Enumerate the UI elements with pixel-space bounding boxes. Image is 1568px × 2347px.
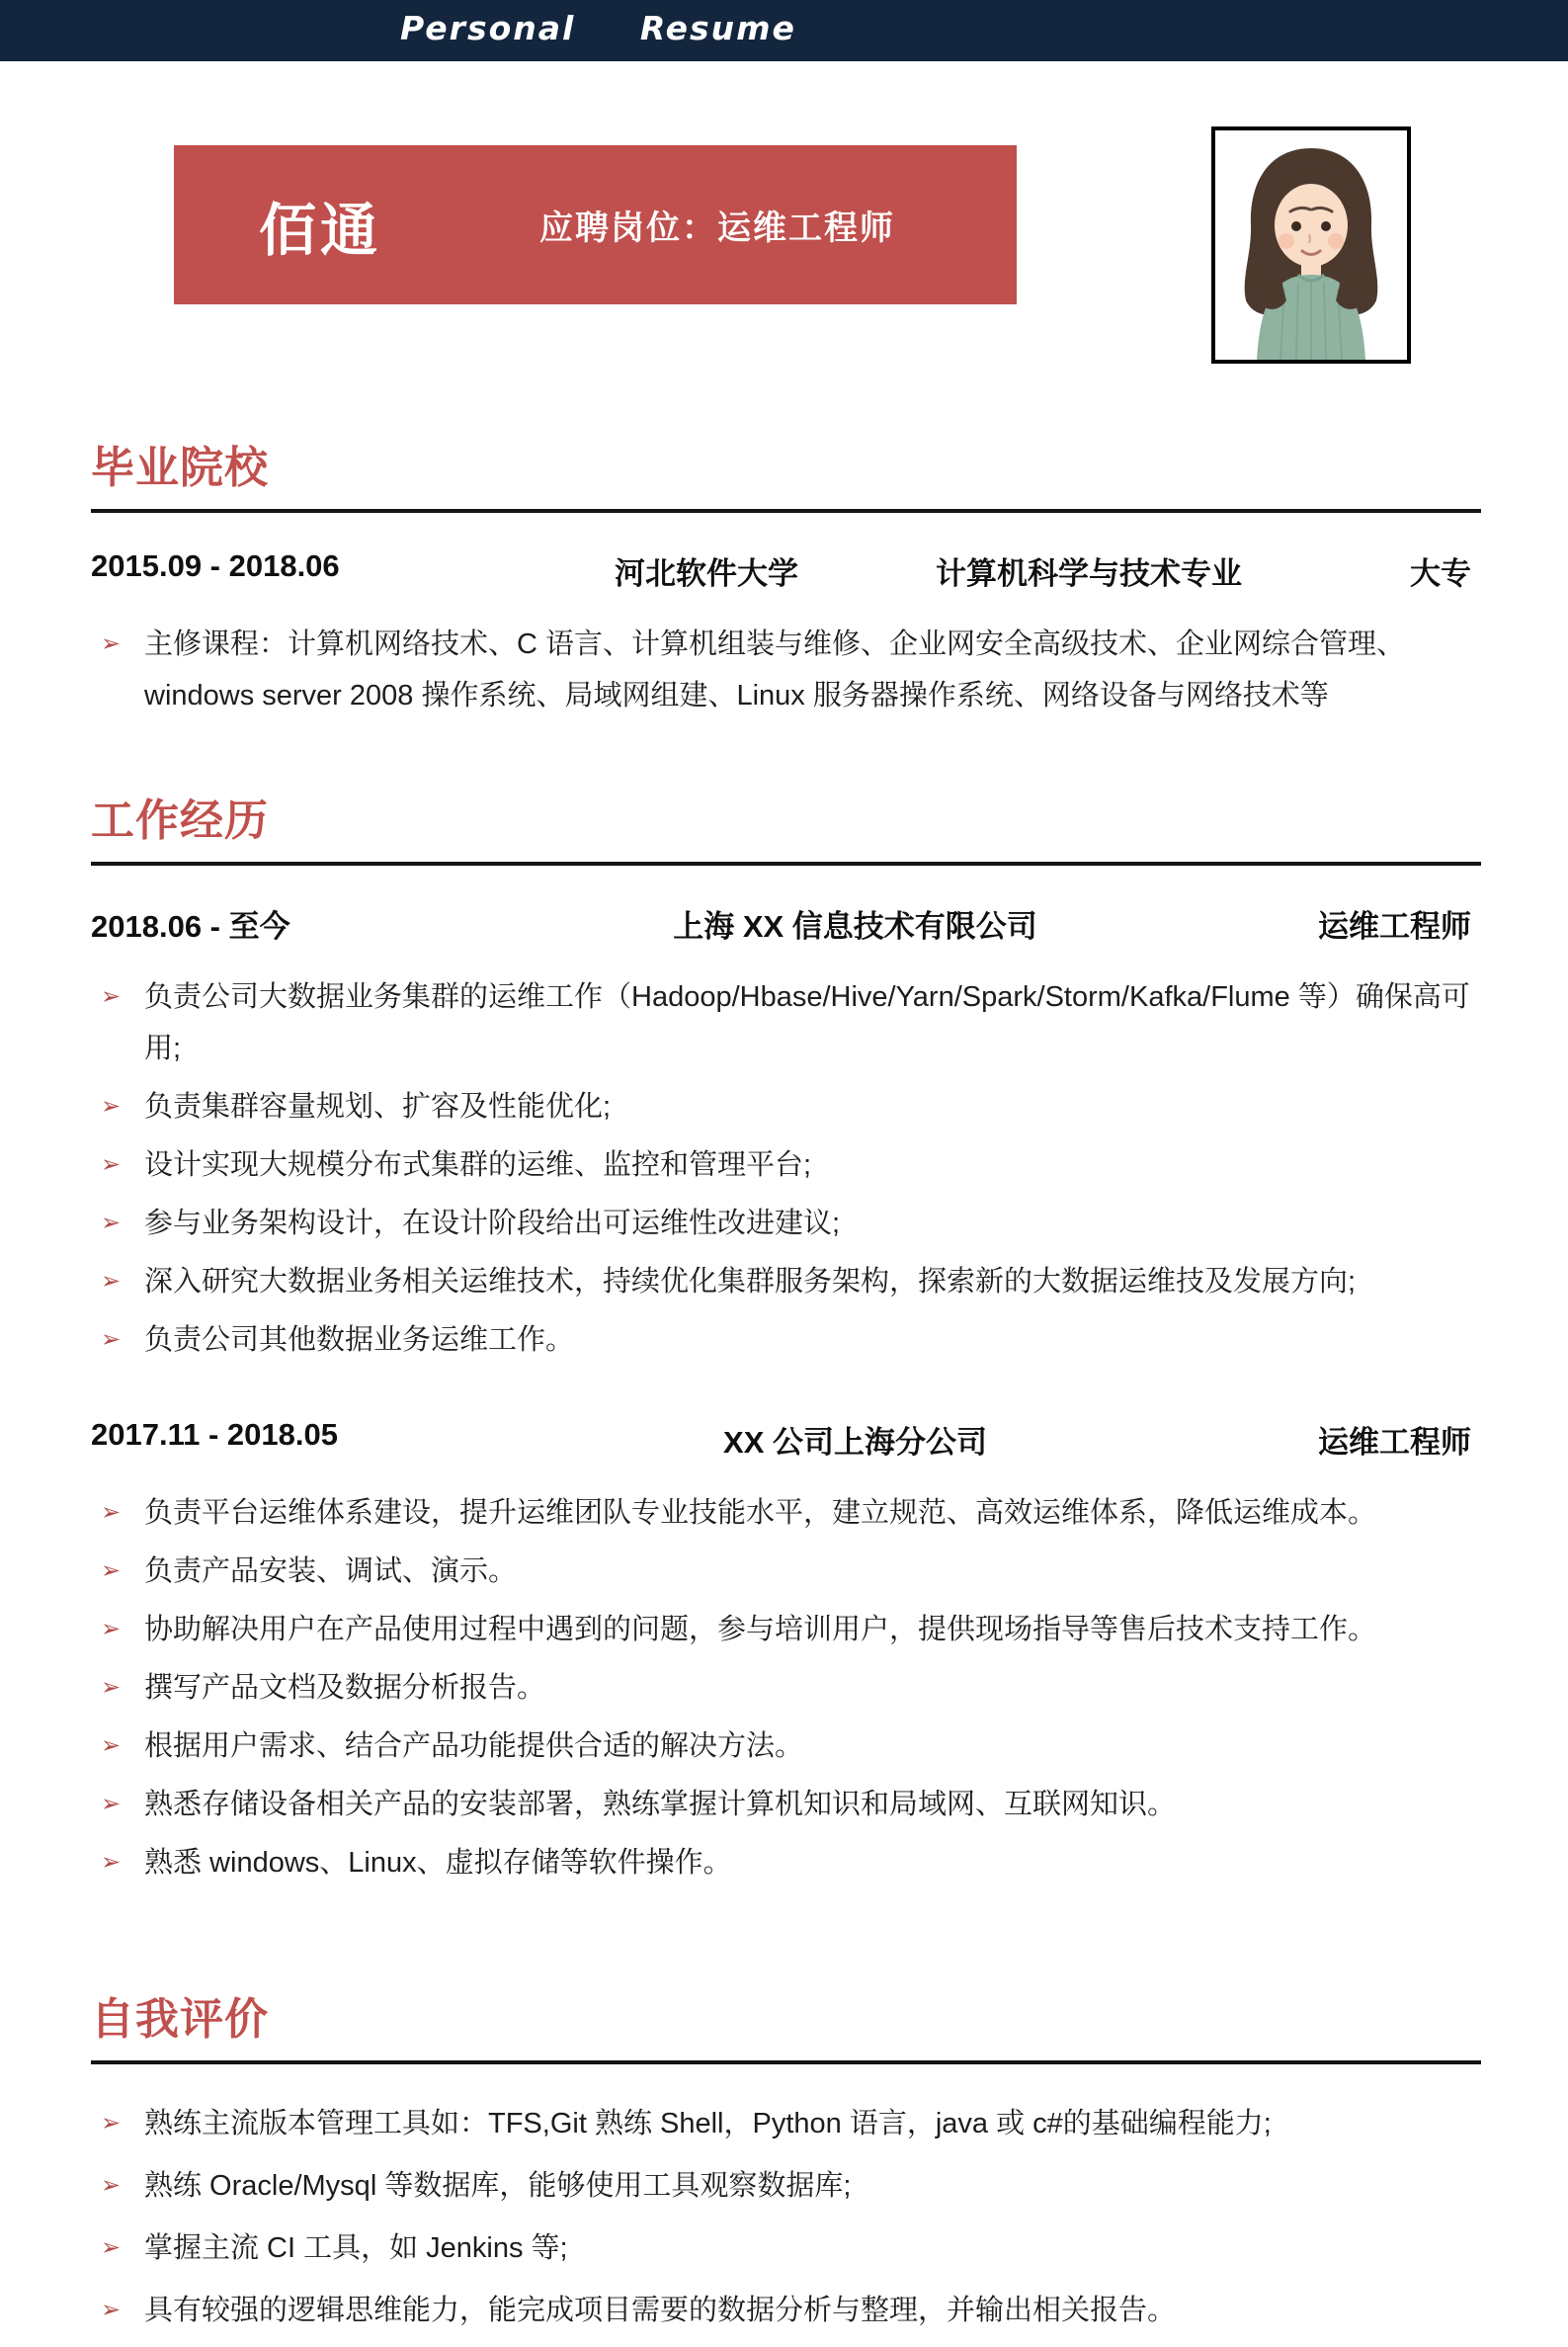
arrow-bullet-icon: ➢ [101, 1849, 122, 1876]
job-entry [91, 901, 1481, 1366]
section-title-education: 毕业院校 [91, 444, 269, 492]
list-item [91, 619, 1481, 721]
arrow-bullet-icon: ➢ [101, 983, 122, 1010]
list-item [91, 1314, 1481, 1366]
list-item [91, 1720, 1481, 1772]
bullet-text: 负责公司其他数据业务运维工作。 [144, 1324, 575, 1356]
list-item [91, 2160, 1481, 2212]
list-item [91, 2222, 1481, 2274]
bullet-text: 撰写产品文档及数据分析报告。 [144, 1672, 546, 1704]
page-title: Personal Resume [400, 9, 796, 47]
applied-position: 应聘岗位：运维工程师 [539, 210, 896, 247]
resume-content [91, 432, 1481, 2347]
arrow-bullet-icon: ➢ [101, 2110, 122, 2137]
profile-photo [1211, 126, 1411, 364]
section-self-evaluation [91, 1983, 1481, 2336]
section-divider [91, 862, 1481, 866]
job-role: 运维工程师 [1318, 1425, 1471, 1460]
section-divider [91, 2060, 1481, 2064]
bullet-text: 负责集群容量规划、扩容及性能优化; [144, 1091, 612, 1123]
list-item [91, 1604, 1481, 1655]
bullet-text: 熟悉存储设备相关产品的安装部署，熟练掌握计算机知识和局域网、互联网知识。 [144, 1789, 1177, 1820]
job-bullets [91, 971, 1481, 1366]
name-banner [174, 145, 1017, 304]
arrow-bullet-icon: ➢ [101, 1674, 122, 1701]
avatar-illustration [1215, 130, 1407, 360]
job-entry [91, 1417, 1481, 1888]
arrow-bullet-icon: ➢ [101, 1557, 122, 1584]
list-item [91, 971, 1481, 1074]
arrow-bullet-icon: ➢ [101, 1093, 122, 1120]
job-role: 运维工程师 [1318, 909, 1471, 944]
education-school: 河北软件大学 [615, 556, 798, 591]
list-item [91, 1139, 1481, 1191]
job-date: 2017.11 - 2018.05 [91, 1417, 338, 1452]
education-date: 2015.09 - 2018.06 [91, 548, 340, 583]
job-date: 2018.06 - 至今 [91, 909, 290, 944]
list-item [91, 1081, 1481, 1132]
bullet-text: 根据用户需求、结合产品功能提供合适的解决方法。 [144, 1730, 804, 1762]
bullet-text: 熟练 Oracle/Mysql 等数据库，能够使用工具观察数据库; [144, 2170, 852, 2202]
education-entry [91, 548, 1481, 593]
job-company: XX 公司上海分公司 [723, 1425, 987, 1460]
section-divider [91, 509, 1481, 513]
arrow-bullet-icon: ➢ [101, 1151, 122, 1178]
arrow-bullet-icon: ➢ [101, 2297, 122, 2323]
education-bullets [91, 619, 1481, 721]
section-title-self-evaluation: 自我评价 [91, 1995, 269, 2044]
list-item [91, 1546, 1481, 1597]
job-bullets [91, 1487, 1481, 1888]
education-major: 计算机科学与技术专业 [936, 556, 1242, 591]
bullet-text: 负责公司大数据业务集群的运维工作（Hadoop/Hbase/Hive/Yarn/Spark/Storm/Kafka/Flume 等）确保高可用; [144, 981, 1470, 1064]
bullet-text: 熟悉 windows、Linux、虚拟存储等软件操作。 [144, 1847, 732, 1879]
list-item [91, 2098, 1481, 2149]
bullet-text: 具有较强的逻辑思维能力，能完成项目需要的数据分析与整理，并输出相关报告。 [144, 2295, 1177, 2326]
list-item [91, 1662, 1481, 1714]
self-evaluation-bullets [91, 2098, 1481, 2336]
job-header [91, 901, 1481, 946]
arrow-bullet-icon: ➢ [101, 1616, 122, 1642]
list-item [91, 1198, 1481, 1249]
arrow-bullet-icon: ➢ [101, 630, 122, 657]
bullet-text: 掌握主流 CI 工具，如 Jenkins 等; [144, 2232, 568, 2264]
section-work [91, 785, 1481, 1888]
candidate-name: 佰通 [259, 198, 382, 263]
job-header [91, 1417, 1481, 1462]
list-item [91, 1487, 1481, 1539]
bullet-text: 协助解决用户在产品使用过程中遇到的问题，参与培训用户，提供现场指导等售后技术支持工作。 [144, 1614, 1377, 1645]
top-banner [0, 0, 1568, 61]
list-item [91, 1837, 1481, 1888]
list-item [91, 2285, 1481, 2336]
arrow-bullet-icon: ➢ [101, 2172, 122, 2199]
arrow-bullet-icon: ➢ [101, 1732, 122, 1759]
arrow-bullet-icon: ➢ [101, 1326, 122, 1353]
bullet-text: 参与业务架构设计，在设计阶段给出可运维性改进建议; [144, 1208, 841, 1239]
job-company: 上海 XX 信息技术有限公司 [673, 909, 1037, 944]
bullet-text: 设计实现大规模分布式集群的运维、监控和管理平台; [144, 1149, 812, 1181]
arrow-bullet-icon: ➢ [101, 1268, 122, 1295]
education-degree: 大专 [1410, 556, 1471, 591]
arrow-bullet-icon: ➢ [101, 2234, 122, 2261]
list-item [91, 1256, 1481, 1307]
arrow-bullet-icon: ➢ [101, 1791, 122, 1817]
list-item [91, 1779, 1481, 1830]
arrow-bullet-icon: ➢ [101, 1499, 122, 1526]
bullet-text: 负责平台运维体系建设，提升运维团队专业技能水平，建立规范、高效运维体系，降低运维成本。 [144, 1497, 1377, 1529]
bullet-text: 负责产品安装、调试、演示。 [144, 1555, 518, 1587]
section-education [91, 432, 1481, 721]
arrow-bullet-icon: ➢ [101, 1210, 122, 1236]
bullet-text: 熟练主流版本管理工具如：TFS,Git 熟练 Shell，Python 语言，java 或 c#的基础编程能力; [144, 2108, 1272, 2139]
bullet-text: 主修课程：计算机网络技术、C 语言、计算机组装与维修、企业网安全高级技术、企业网综合管理、windows server 2008 操作系统、局域网组建、Linux 服务器操作系统、网络设备与网络技术等 [144, 629, 1406, 712]
bullet-text: 深入研究大数据业务相关运维技术，持续优化集群服务架构，探索新的大数据运维技及发展方向; [144, 1266, 1357, 1298]
section-title-work: 工作经历 [91, 796, 269, 845]
